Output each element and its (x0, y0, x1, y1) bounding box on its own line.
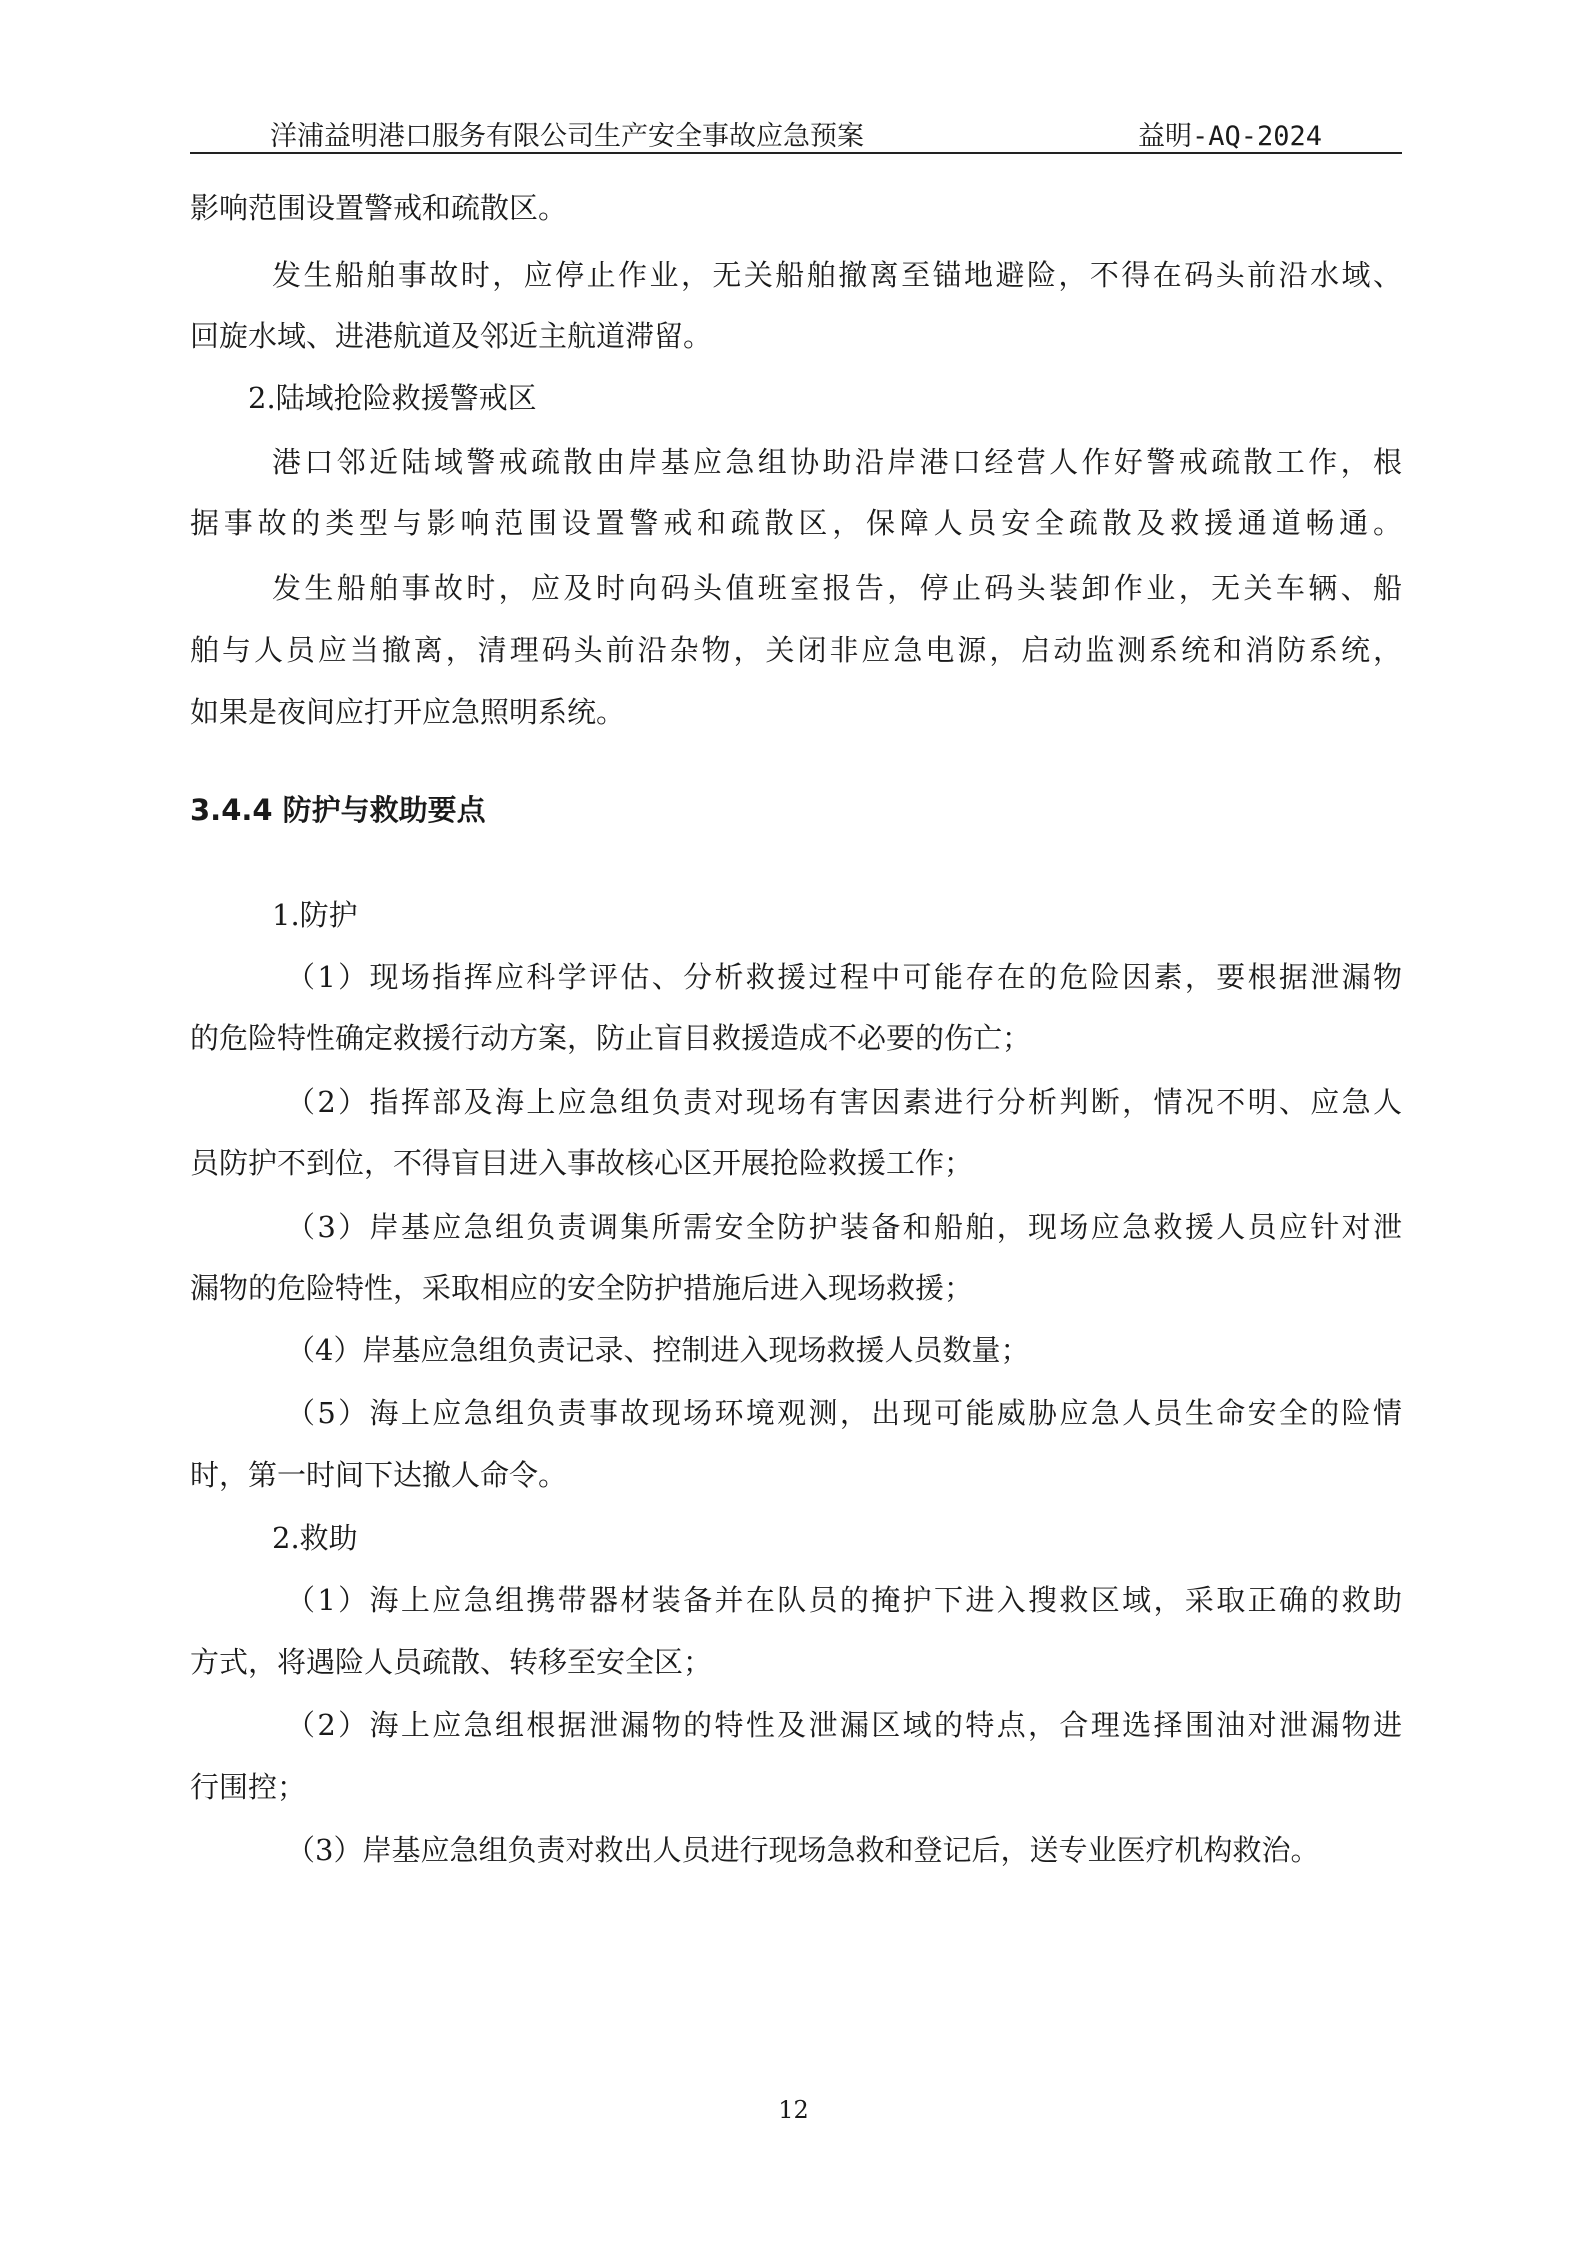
text-line: （3）岸基应急组负责调集所需安全防护装备和船舶，现场应急救援人员应针对泄 (286, 1210, 1402, 1244)
document-title: 洋浦益明港口服务有限公司生产安全事故应急预案 (270, 121, 864, 152)
text-line: 时，第一时间下达撤人命令。 (190, 1458, 568, 1492)
text-line: 行围控； (190, 1770, 307, 1804)
text-line: （2）海上应急组根据泄漏物的特性及泄漏区域的特点，合理选择围油对泄漏物进 (286, 1708, 1402, 1742)
text-line: （2）指挥部及海上应急组负责对现场有害因素进行分析判断，情况不明、应急人 (286, 1085, 1402, 1119)
text-line: 舶与人员应当撤离，清理码头前沿杂物，关闭非应急电源，启动监测系统和消防系统， (190, 633, 1402, 667)
list-item-heading: 2.救助 (272, 1521, 358, 1555)
text-line: （4）岸基应急组负责记录、控制进入现场救援人员数量； (286, 1333, 1030, 1367)
text-line: 发生船舶事故时，应停止作业，无关船舶撤离至锚地避险，不得在码头前沿水域、 (272, 258, 1402, 292)
page-header (190, 108, 1402, 154)
text-line: 员防护不到位，不得盲目进入事故核心区开展抢险救援工作； (190, 1146, 974, 1180)
text-line: 据事故的类型与影响范围设置警戒和疏散区，保障人员安全疏散及救援通道畅通。 (190, 506, 1402, 540)
document-code: 益明-AQ-2024 (1137, 121, 1322, 152)
text-line: （5）海上应急组负责事故现场环境观测，出现可能威胁应急人员生命安全的险情 (286, 1396, 1402, 1430)
text-line: （1）海上应急组携带器材装备并在队员的掩护下进入搜救区域，采取正确的救助 (286, 1583, 1402, 1617)
text-line: 漏物的危险特性，采取相应的安全防护措施后进入现场救援； (190, 1271, 974, 1305)
list-item-heading: 1.防护 (272, 898, 358, 932)
text-line: 的危险特性确定救援行动方案，防止盲目救援造成不必要的伤亡； (190, 1021, 1032, 1055)
list-item-heading: 2.陆域抢险救援警戒区 (248, 381, 537, 415)
text-line: （1）现场指挥应科学评估、分析救援过程中可能存在的危险因素，要根据泄漏物 (286, 960, 1402, 994)
text-line: 回旋水域、进港航道及邻近主航道滞留。 (190, 319, 713, 353)
text-line: 港口邻近陆域警戒疏散由岸基应急组协助沿岸港口经营人作好警戒疏散工作，根 (272, 445, 1402, 479)
text-line: （3）岸基应急组负责对救出人员进行现场急救和登记后，送专业医疗机构救治。 (286, 1833, 1320, 1867)
text-line: 影响范围设置警戒和疏散区。 (190, 191, 568, 225)
page-number: 12 (778, 2096, 809, 2124)
section-heading: 3.4.4 防护与救助要点 (190, 793, 486, 827)
text-line: 发生船舶事故时，应及时向码头值班室报告，停止码头装卸作业，无关车辆、船 (272, 571, 1402, 605)
text-line: 如果是夜间应打开应急照明系统。 (190, 695, 626, 729)
text-line: 方式，将遇险人员疏散、转移至安全区； (190, 1645, 713, 1679)
